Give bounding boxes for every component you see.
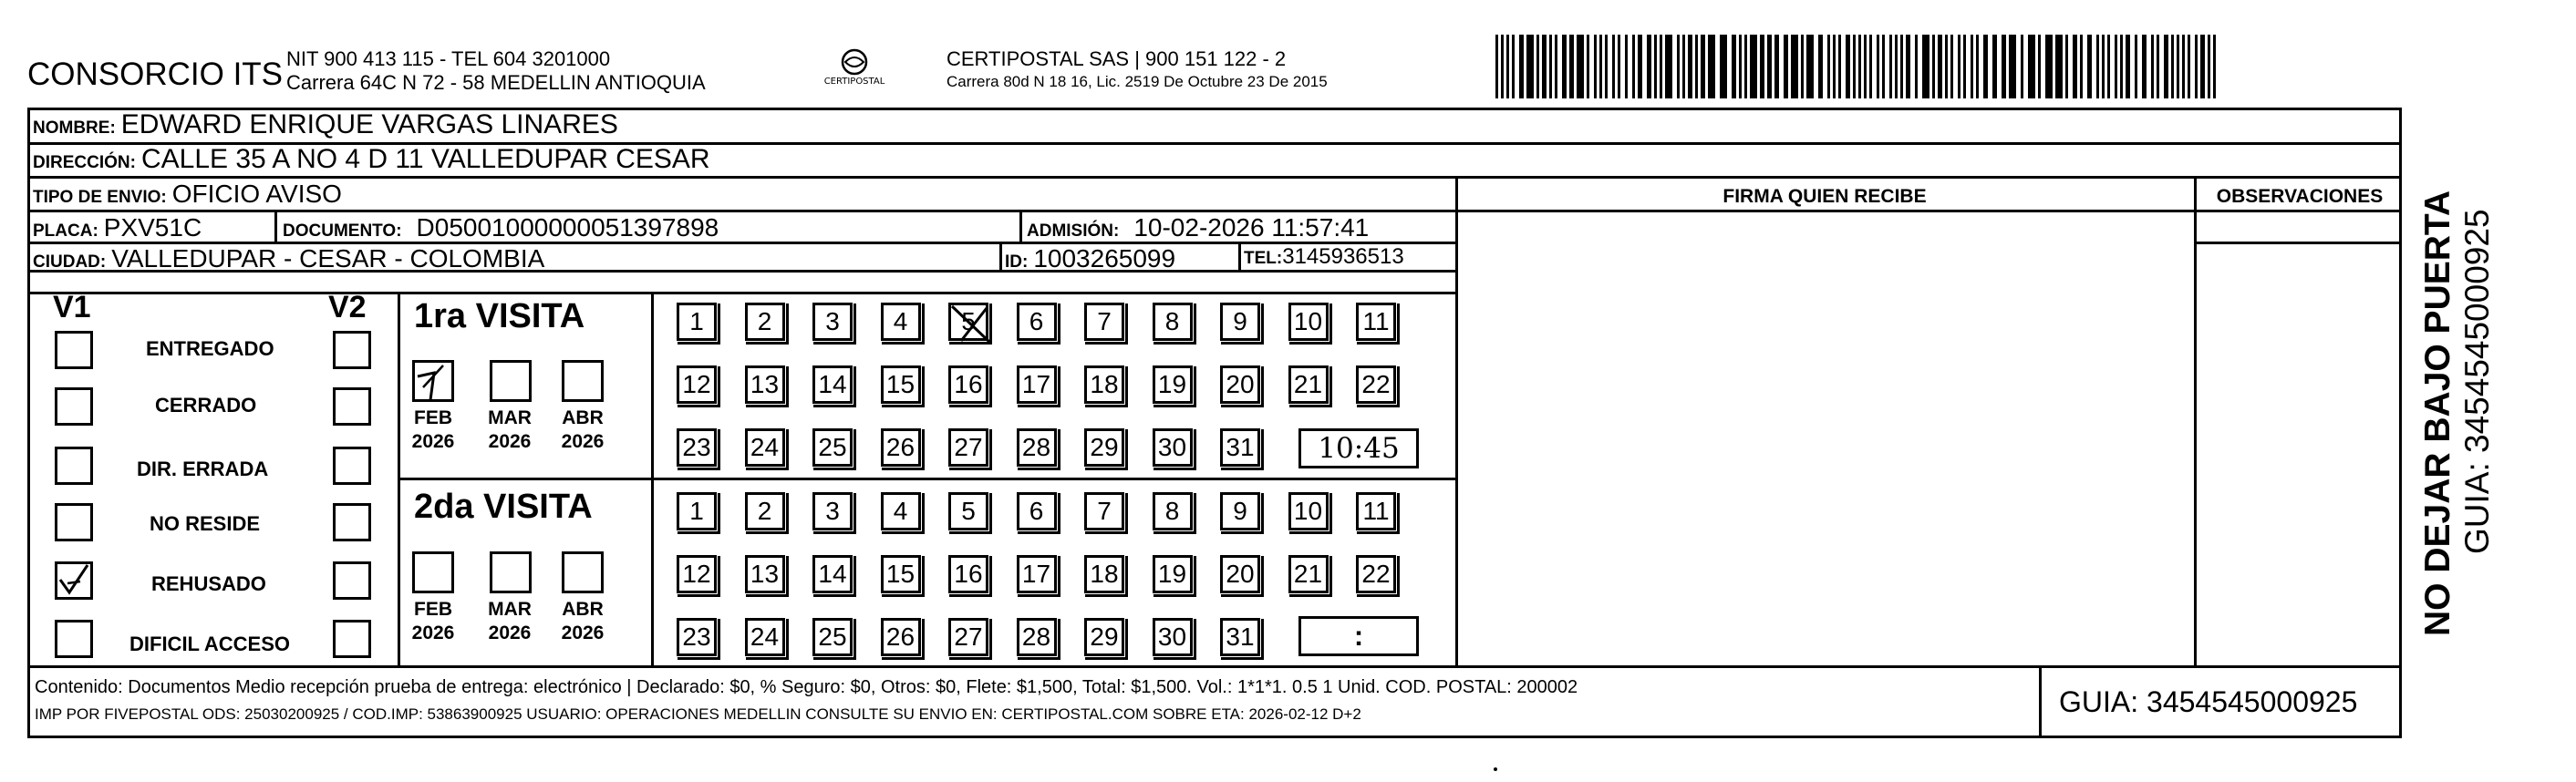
check-mark-icon [55, 561, 93, 600]
second-day-label: 22 [1361, 560, 1391, 588]
second-day-17[interactable] [1017, 555, 1057, 593]
v2-checkbox-no-reside[interactable] [333, 503, 371, 541]
second-day-6[interactable] [1017, 492, 1057, 530]
first-day-7[interactable] [1084, 303, 1124, 341]
documento-row [283, 213, 719, 242]
certipostal-license: Carrera 80d N 18 16, Lic. 2519 De Octubre 23 De 2015 [947, 73, 1328, 90]
second-day-label: 10 [1293, 497, 1323, 525]
second-day-label: 18 [1090, 560, 1119, 588]
second-day-label: 16 [954, 560, 983, 588]
second-day-10[interactable] [1288, 492, 1329, 530]
v1-header: V1 [53, 290, 91, 324]
company-nit: NIT 900 413 115 - TEL 604 3201000 [286, 47, 611, 70]
v1-checkbox-dificil-acceso[interactable] [55, 620, 93, 658]
second-day-label: 8 [1164, 497, 1180, 525]
first-month-feb-box[interactable] [412, 360, 454, 402]
first-day-label: 2 [757, 307, 772, 335]
status-entregado: ENTREGADO [146, 337, 274, 360]
second-day-13[interactable] [745, 555, 785, 593]
tel-row [1244, 244, 1404, 270]
second-day-23[interactable] [677, 618, 717, 656]
v1-checkbox-dir-errada[interactable] [55, 447, 93, 485]
first-day-17[interactable] [1017, 365, 1057, 404]
admision-value: 10-02-2026 11:57:41 [1133, 213, 1370, 242]
second-day-27[interactable] [948, 618, 988, 656]
second-day-18[interactable] [1084, 555, 1124, 593]
second-day-label: 3 [825, 497, 840, 525]
nombre-label: NOMBRE: [33, 118, 116, 138]
first-visit-title: 1ra VISITA [414, 297, 585, 335]
observaciones-header: OBSERVACIONES [2216, 186, 2384, 207]
first-month-abr-label: ABR 2026 [561, 407, 605, 452]
first-day-1[interactable] [677, 303, 717, 341]
id-row [1005, 244, 1175, 273]
second-day-11[interactable] [1356, 492, 1396, 530]
first-day-label: 20 [1226, 370, 1255, 398]
ciudad-row [33, 244, 544, 273]
placa-value: PXV51C [103, 213, 202, 242]
second-day-label: 29 [1090, 623, 1119, 651]
first-day-label: 4 [893, 307, 908, 335]
first-day-2[interactable] [745, 303, 785, 341]
first-day-label: 11 [1362, 307, 1390, 335]
direccion-row [33, 144, 710, 175]
id-label: ID: [1005, 252, 1029, 272]
svg-text:CERTIPOSTAL: CERTIPOSTAL [823, 77, 885, 87]
first-visit-time-value: 10:45 [1318, 432, 1400, 465]
first-day-6[interactable] [1017, 303, 1057, 341]
v2-checkbox-rehusado[interactable] [333, 561, 371, 600]
second-day-label: 24 [750, 623, 780, 651]
second-day-label: 30 [1157, 623, 1187, 651]
second-day-2[interactable] [745, 492, 785, 530]
second-day-label: 2 [757, 497, 772, 525]
first-day-label: 6 [1029, 307, 1044, 335]
second-visit-time-value: : [1353, 620, 1364, 652]
second-day-14[interactable] [812, 555, 853, 593]
first-day-label: 16 [954, 370, 983, 398]
first-day-21[interactable] [1288, 365, 1329, 404]
check-mark-icon [412, 360, 454, 402]
v2-checkbox-dificil-acceso[interactable] [333, 620, 371, 658]
first-day-11[interactable] [1356, 303, 1396, 341]
first-day-28[interactable] [1017, 428, 1057, 467]
tipo-label: TIPO DE ENVIO: [33, 188, 167, 207]
footer-imp: IMP POR FIVEPOSTAL ODS: 25030200925 / COD.IMP: 53863900925 USUARIO: OPERACIONES MEDELLIN CONSULTE SU ENVIO EN: CERTIPOSTAL.COM SOBRE ETA: 2026-02-12 D+2 [35, 705, 1361, 723]
first-day-25[interactable] [812, 428, 853, 467]
status-dir-errada: DIR. ERRADA [137, 458, 269, 480]
first-day-label: 24 [750, 433, 780, 461]
first-day-label: 18 [1090, 370, 1119, 398]
tipo-row [33, 180, 342, 209]
first-day-label: 28 [1021, 433, 1051, 461]
first-day-24[interactable] [745, 428, 785, 467]
second-day-29[interactable] [1084, 618, 1124, 656]
second-month-abr-label: ABR 2026 [561, 599, 605, 643]
second-day-25[interactable] [812, 618, 853, 656]
second-day-label: 4 [893, 497, 908, 525]
first-day-label: 26 [885, 433, 916, 461]
placa-row [33, 213, 202, 242]
v2-header: V2 [328, 290, 367, 324]
second-day-label: 21 [1293, 560, 1323, 588]
first-day-label: 7 [1097, 307, 1112, 335]
first-day-9[interactable] [1220, 303, 1260, 341]
direccion-value: CALLE 35 A NO 4 D 11 VALLEDUPAR CESAR [140, 144, 710, 174]
first-day-3[interactable] [812, 303, 853, 341]
second-month-feb-label: FEB 2026 [411, 599, 455, 643]
admision-row [1027, 213, 1369, 242]
ciudad-value: VALLEDUPAR - CESAR - COLOMBIA [111, 244, 545, 273]
first-visit-time[interactable] [1298, 428, 1419, 468]
second-day-label: 11 [1362, 497, 1390, 525]
footer-guia: GUIA: 3454545000925 [2059, 685, 2358, 718]
first-month-feb-label: FEB 2026 [411, 407, 455, 452]
first-day-12[interactable] [677, 365, 717, 404]
second-day-label: 6 [1029, 497, 1044, 525]
first-day-label: 31 [1226, 433, 1255, 461]
v2-checkbox-cerrado[interactable] [333, 387, 371, 426]
ciudad-label: CIUDAD: [33, 252, 107, 272]
nombre-row [33, 109, 618, 140]
second-day-9[interactable] [1220, 492, 1260, 530]
first-month-abr-box[interactable] [562, 360, 604, 402]
second-day-22[interactable] [1356, 555, 1396, 593]
status-dificil-acceso: DIFICIL ACCESO [129, 633, 291, 655]
second-month-mar-box[interactable] [490, 551, 532, 593]
first-day-label: 25 [818, 433, 847, 461]
second-day-label: 13 [750, 560, 780, 588]
first-day-label: 3 [825, 307, 840, 335]
first-day-23[interactable] [677, 428, 717, 467]
first-day-label: 13 [750, 370, 780, 398]
scan-dot [1494, 767, 1497, 771]
second-day-label: 31 [1226, 623, 1255, 651]
second-day-label: 19 [1157, 560, 1187, 588]
second-day-label: 14 [818, 560, 847, 588]
tel-label: TEL: [1244, 249, 1283, 268]
first-day-label: 12 [682, 370, 711, 398]
id-value: 1003265099 [1033, 244, 1176, 273]
first-day-label: 9 [1233, 307, 1247, 335]
admision-label: ADMISIÓN: [1027, 221, 1120, 241]
second-day-5[interactable] [948, 492, 988, 530]
first-day-20[interactable] [1220, 365, 1260, 404]
first-day-14[interactable] [812, 365, 853, 404]
tel-value: 3145936513 [1282, 244, 1404, 269]
second-day-20[interactable] [1220, 555, 1260, 593]
documento-label: DOCUMENTO: [283, 221, 402, 241]
documento-value: D05001000000051397898 [416, 213, 719, 242]
first-day-31[interactable] [1220, 428, 1260, 467]
first-day-30[interactable] [1153, 428, 1193, 467]
first-day-22[interactable] [1356, 365, 1396, 404]
second-day-8[interactable] [1153, 492, 1193, 530]
first-day-label: 22 [1361, 370, 1391, 398]
side-guia: GUIA: 3454545000925 [2458, 209, 2496, 554]
first-day-label: 21 [1293, 370, 1323, 398]
first-day-label: 14 [818, 370, 847, 398]
first-day-label: 27 [954, 433, 983, 461]
first-day-label: 30 [1157, 433, 1187, 461]
second-day-label: 15 [885, 560, 916, 588]
v2-checkbox-entregado[interactable] [333, 331, 371, 369]
v2-checkbox-dir-errada[interactable] [333, 447, 371, 485]
status-cerrado: CERRADO [155, 394, 257, 417]
first-day-label: 17 [1021, 370, 1051, 398]
second-day-31[interactable] [1220, 618, 1260, 656]
placa-label: PLACA: [33, 221, 98, 241]
v1-checkbox-rehusado[interactable] [55, 561, 93, 600]
second-day-26[interactable] [881, 618, 921, 656]
no-dejar-bajo-puerta: NO DEJAR BAJO PUERTA [2418, 190, 2457, 636]
first-day-label: 1 [689, 307, 704, 335]
first-day-26[interactable] [881, 428, 921, 467]
first-day-label: 8 [1164, 307, 1180, 335]
first-day-10[interactable] [1288, 303, 1329, 341]
second-day-21[interactable] [1288, 555, 1329, 593]
first-month-mar-box[interactable] [490, 360, 532, 402]
first-day-8[interactable] [1153, 303, 1193, 341]
second-day-16[interactable] [948, 555, 988, 593]
footer-contenido: Contenido: Documentos Medio recepción prueba de entrega: electrónico | Declarado: $0, % Seguro: $0, Otros: $0, Flete: $1,500, Total: $1,500. Vol.: 1*1*1. 0.5 1 Unid. COD. POSTAL: 200002 [35, 677, 1578, 697]
second-visit-title: 2da VISITA [414, 488, 593, 526]
status-rehusado: REHUSADO [151, 572, 266, 595]
second-day-label: 20 [1226, 560, 1255, 588]
second-day-19[interactable] [1153, 555, 1193, 593]
first-month-mar-label: MAR 2026 [488, 407, 532, 452]
second-day-label: 1 [689, 497, 704, 525]
first-day-19[interactable] [1153, 365, 1193, 404]
second-day-15[interactable] [881, 555, 921, 593]
company-address: Carrera 64C N 72 - 58 MEDELLIN ANTIOQUIA [286, 71, 706, 94]
certipostal-logo [822, 47, 886, 93]
second-day-28[interactable] [1017, 618, 1057, 656]
second-day-label: 26 [885, 623, 916, 651]
first-day-5[interactable] [948, 303, 988, 341]
first-day-18[interactable] [1084, 365, 1124, 404]
second-day-label: 12 [682, 560, 711, 588]
first-day-label: 10 [1293, 307, 1323, 335]
second-month-abr-box[interactable] [562, 551, 604, 593]
second-day-30[interactable] [1153, 618, 1193, 656]
second-day-12[interactable] [677, 555, 717, 593]
second-day-4[interactable] [881, 492, 921, 530]
nombre-value: EDWARD ENRIQUE VARGAS LINARES [120, 109, 618, 139]
second-month-feb-box[interactable] [412, 551, 454, 593]
second-day-24[interactable] [745, 618, 785, 656]
second-day-3[interactable] [812, 492, 853, 530]
firma-header: FIRMA QUIEN RECIBE [1723, 186, 1927, 207]
side-notice [2418, 108, 2537, 636]
first-day-label: 29 [1090, 433, 1119, 461]
first-day-label: 5 [961, 307, 976, 335]
direccion-label: DIRECCIÓN: [33, 153, 136, 172]
tipo-value: OFICIO AVISO [171, 180, 342, 208]
v1-checkbox-entregado[interactable] [55, 331, 93, 369]
second-day-label: 27 [954, 623, 983, 651]
first-day-4[interactable] [881, 303, 921, 341]
v1-checkbox-cerrado[interactable] [55, 387, 93, 426]
first-day-27[interactable] [948, 428, 988, 467]
second-day-label: 9 [1233, 497, 1247, 525]
second-day-label: 7 [1097, 497, 1112, 525]
second-day-label: 28 [1021, 623, 1051, 651]
first-day-15[interactable] [881, 365, 921, 404]
second-day-7[interactable] [1084, 492, 1124, 530]
second-month-mar-label: MAR 2026 [488, 599, 532, 643]
cross-mark-icon [948, 303, 994, 346]
v1-checkbox-no-reside[interactable] [55, 503, 93, 541]
second-day-label: 17 [1021, 560, 1051, 588]
second-day-label: 5 [961, 497, 976, 525]
certipostal-info: CERTIPOSTAL SAS | 900 151 122 - 2 [947, 47, 1287, 70]
barcode [1495, 35, 2220, 98]
first-day-16[interactable] [948, 365, 988, 404]
second-day-1[interactable] [677, 492, 717, 530]
second-day-label: 23 [682, 623, 711, 651]
second-day-label: 25 [818, 623, 847, 651]
second-visit-time[interactable] [1298, 616, 1419, 656]
first-day-13[interactable] [745, 365, 785, 404]
first-day-label: 15 [885, 370, 916, 398]
first-day-label: 23 [682, 433, 711, 461]
first-day-29[interactable] [1084, 428, 1124, 467]
company-name: CONSORCIO ITS [27, 57, 284, 92]
status-no-reside: NO RESIDE [150, 512, 261, 535]
first-day-label: 19 [1157, 370, 1187, 398]
